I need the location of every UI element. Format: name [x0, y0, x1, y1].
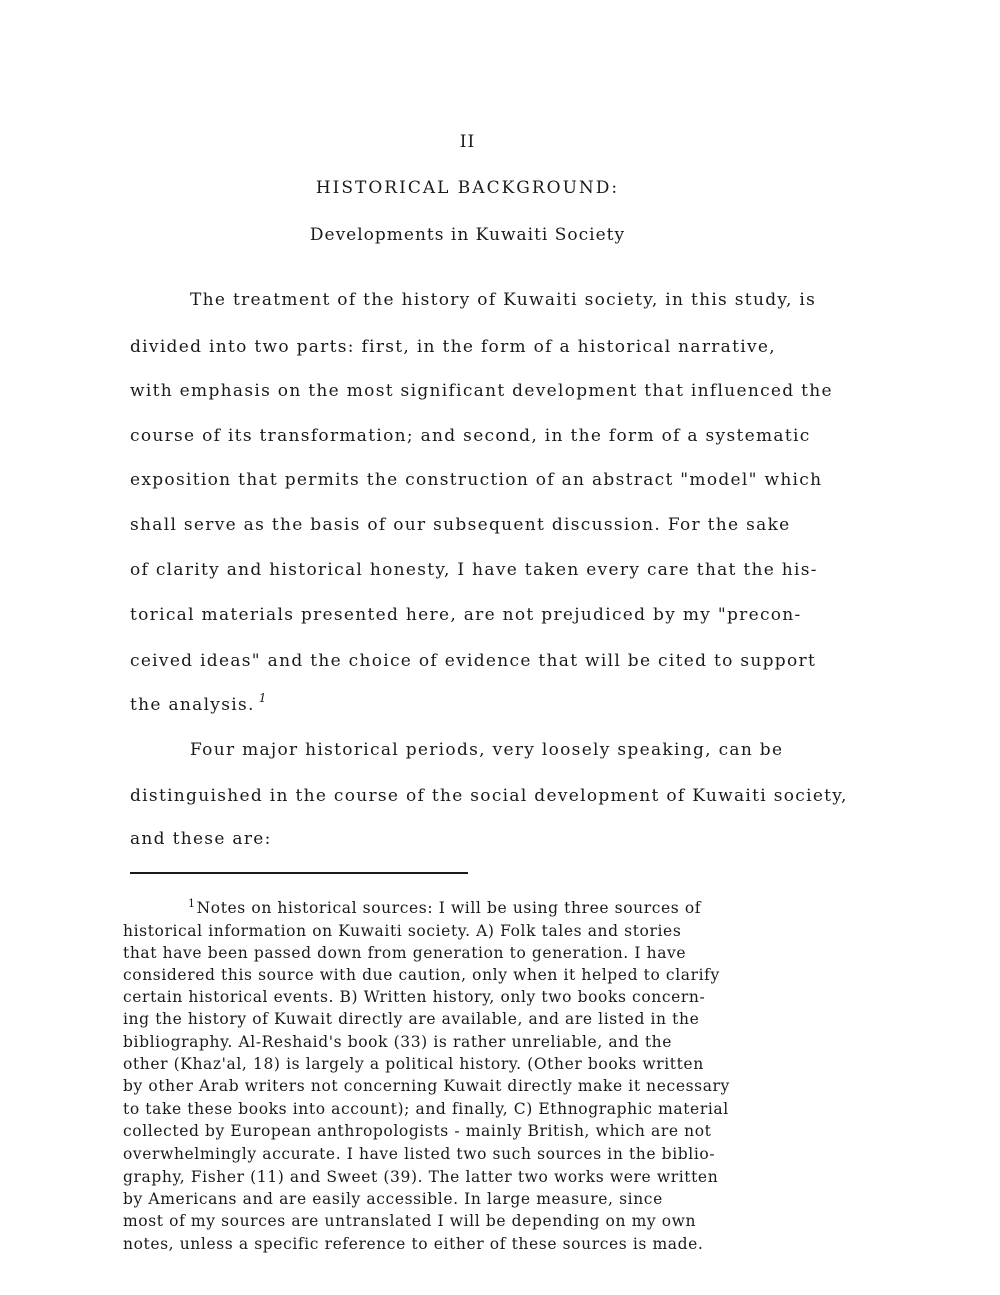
body-line: of clarity and historical honesty, I have taken every care that the his- [130, 560, 818, 580]
body-line: ceived ideas" and the choice of evidence that will be cited to support [130, 651, 817, 671]
chapter-number: II [459, 132, 476, 152]
footnote-marker: 1 [188, 897, 196, 910]
footnote-line: considered this source with due caution, only when it helped to clarify [123, 966, 720, 984]
footnote-line: graphy, Fisher (11) and Sweet (39). The latter two works were written [123, 1168, 719, 1186]
body-line-last [130, 691, 268, 715]
body-line: with emphasis on the most significant development that influenced the [130, 381, 833, 401]
footnote-reference: 1 [258, 691, 268, 705]
body-line: exposition that permits the construction of an abstract "model" which [130, 470, 823, 490]
footnote-line: most of my sources are untranslated I will be depending on my own [123, 1212, 697, 1230]
footnote-line: certain historical events. B) Written history, only two books concern- [123, 988, 706, 1006]
body-line: torical materials presented here, are not prejudiced by my "precon- [130, 605, 802, 625]
chapter-title: HISTORICAL BACKGROUND: [315, 178, 620, 198]
footnote-divider [130, 872, 468, 874]
body-line: distinguished in the course of the social development of Kuwaiti society, [130, 786, 848, 806]
body-line-text: the analysis. [130, 695, 255, 715]
footnote-line: by Americans and are easily accessible. In large measure, since [123, 1190, 663, 1208]
footnote-line: by other Arab writers not concerning Kuwait directly make it necessary [123, 1077, 730, 1095]
footnote-line: that have been passed down from generation to generation. I have [123, 944, 687, 962]
chapter-subtitle: Developments in Kuwaiti Society [309, 225, 626, 245]
footnote-line: bibliography. Al-Reshaid's book (33) is rather unreliable, and the [123, 1033, 673, 1051]
body-line: and these are: [130, 829, 272, 849]
body-line: course of its transformation; and second, in the form of a systematic [130, 426, 811, 446]
body-line: The treatment of the history of Kuwaiti society, in this study, is [190, 290, 817, 310]
footnote-line: other (Khaz'al, 18) is largely a political history. (Other books written [123, 1055, 704, 1073]
body-line: shall serve as the basis of our subsequent discussion. For the sake [130, 515, 791, 535]
footnote-line: historical information on Kuwaiti society. A) Folk tales and stories [123, 922, 682, 940]
footnote-line: overwhelmingly accurate. I have listed two such sources in the biblio- [123, 1145, 716, 1163]
body-line: divided into two parts: first, in the form of a historical narrative, [130, 337, 776, 357]
footnote-text: Notes on historical sources: I will be using three sources of [196, 899, 702, 917]
footnote-line: ing the history of Kuwait directly are available, and are listed in the [123, 1010, 700, 1028]
footnote-line: collected by European anthropologists - mainly British, which are not [123, 1122, 712, 1140]
body-line: Four major historical periods, very loosely speaking, can be [190, 740, 784, 760]
footnote-line: to take these books into account); and finally, C) Ethnographic material [123, 1100, 729, 1118]
footnote-line-first [188, 897, 701, 921]
footnote-line: notes, unless a specific reference to either of these sources is made. [123, 1235, 704, 1253]
